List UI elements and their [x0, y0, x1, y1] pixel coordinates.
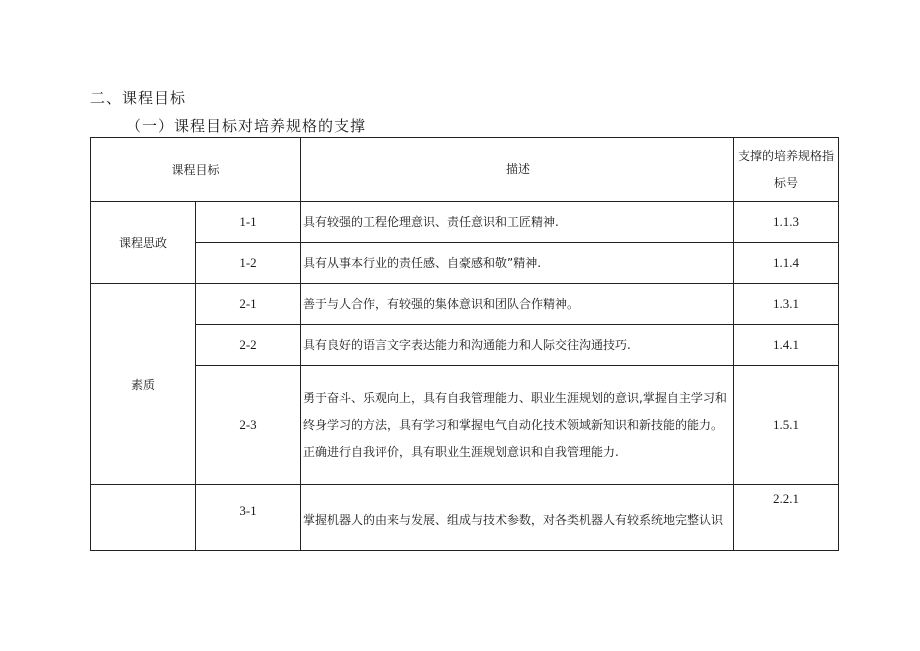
- section-title: 二、课程目标: [90, 89, 187, 107]
- goal-id-cell: 2-3: [196, 366, 301, 485]
- support-index-cell: 1.1.4: [734, 243, 839, 284]
- table-row: [91, 366, 839, 485]
- support-index-cell: 1.4.1: [734, 325, 839, 366]
- header-course-goal: 课程目标: [91, 138, 301, 202]
- support-index-cell: 1.1.3: [734, 202, 839, 243]
- header-description: 描述: [301, 138, 734, 202]
- description-cell: 掌握机器人的由来与发展、组成与技术参数，对各类机器人有较系统地完整认识: [301, 485, 734, 551]
- goal-id-cell: 3-1: [196, 485, 301, 551]
- table-row: [91, 202, 839, 243]
- description-cell: 善于与人合作，有较强的集体意识和团队合作精神。: [301, 284, 734, 325]
- course-goals-table: [90, 137, 839, 551]
- goal-id-cell: 1-1: [196, 202, 301, 243]
- support-index-cell: 1.3.1: [734, 284, 839, 325]
- description-cell: 具有较强的工程伦理意识、责任意识和工匠精神.: [301, 202, 734, 243]
- support-index-cell: 2.2.1: [734, 485, 839, 551]
- table-row: [91, 325, 839, 366]
- header-support-index: 支撑的培养规格指标号: [734, 138, 839, 202]
- description-cell: 具有良好的语言文字表达能力和沟通能力和人际交往沟通技巧.: [301, 325, 734, 366]
- support-index-cell: 1.5.1: [734, 366, 839, 485]
- goal-id-cell: 2-1: [196, 284, 301, 325]
- goal-id-cell: 2-2: [196, 325, 301, 366]
- category-cell: 课程思政: [91, 202, 196, 284]
- table-row: [91, 243, 839, 284]
- category-cell: 素质: [91, 284, 196, 485]
- table-row: [91, 485, 839, 551]
- table-header-row: [91, 138, 839, 202]
- description-cell: 勇于奋斗、乐观向上，具有自我管理能力、职业生涯规划的意识,掌握自主学习和终身学习的方法，具有学习和掌握电气自动化技术领域新知识和新技能的能力。正确进行自我评价，具有职业生涯规划意识和自我管理能力.: [301, 366, 734, 485]
- table-row: [91, 284, 839, 325]
- category-cell: [91, 485, 196, 551]
- goal-id-cell: 1-2: [196, 243, 301, 284]
- subsection-title: （一）课程目标对培养规格的支撑: [126, 117, 367, 135]
- description-cell: 具有从事本行业的责任感、自豪感和敬”精神.: [301, 243, 734, 284]
